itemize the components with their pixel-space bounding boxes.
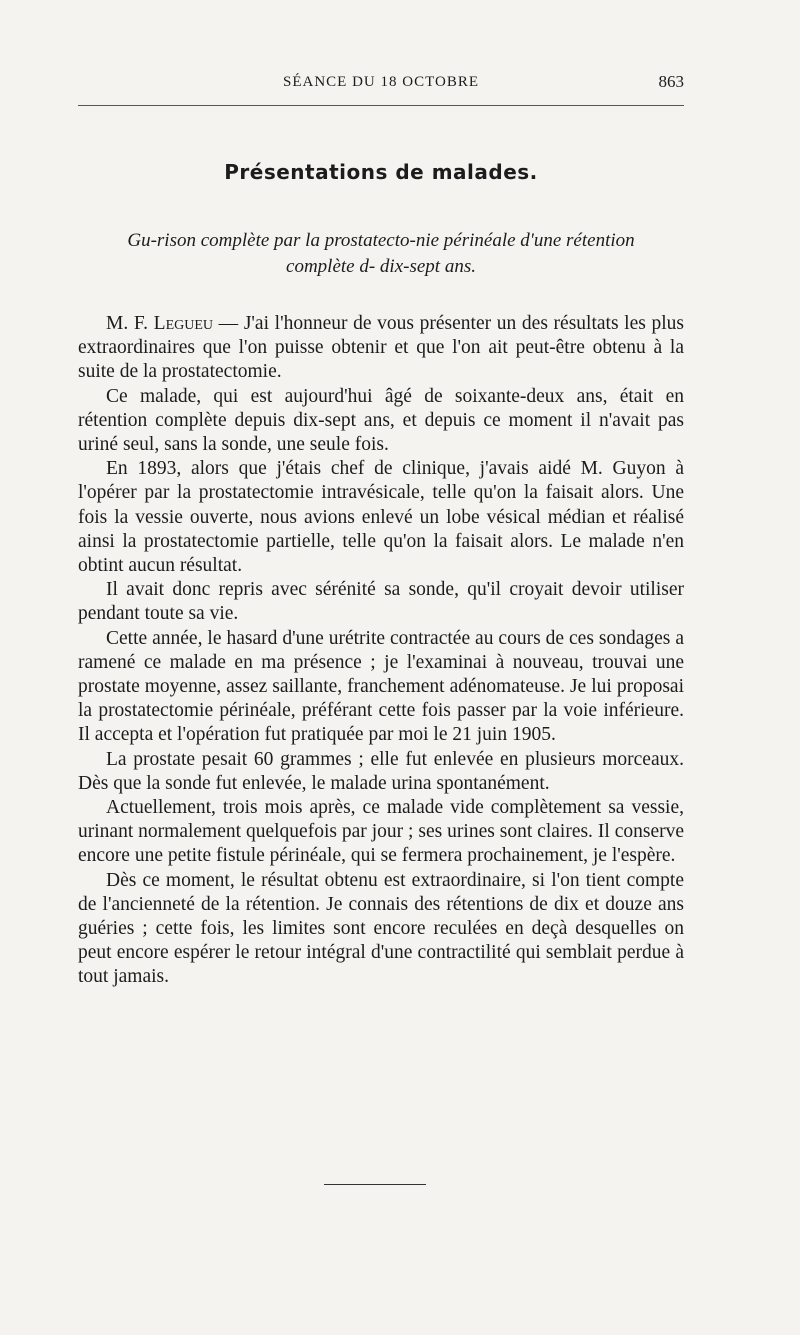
paragraph-3: En 1893, alors que j'étais chef de clinique, j'avais aidé M. Guyon à l'opérer par la prostatectomie intravésicale, telle qu'on la faisait alors. Une fois la vessie ouverte, nous avions enlevé un lobe vésical médian et réalisé ainsi la prostatectomie partielle, telle qu'on la faisait alors. Le malade n'en obtint aucun résultat. (78, 458, 684, 577)
header-rule (78, 105, 684, 106)
article-body (78, 312, 684, 990)
paragraph-8: Dès ce moment, le résultat obtenu est extraordinaire, si l'on tient compte de l'ancienneté de la rétention. Je connais des rétentions de dix et douze ans guéries ; cette fois, les limites sont encore reculées en deçà desquelles on peut encore espérer le retour intégral d'une contractilité qui semblait perdue à tout jamais. (78, 869, 684, 988)
paragraph-1-text: — J'ai l'honneur de vous présenter un des résultats les plus extraordinaires que l'on puisse obtenir et que l'on ait peut-être obtenu à la suite de la prostatectomie. (78, 313, 684, 383)
author-prefix: M. F. (106, 313, 154, 334)
subtitle-line-2: complète d‑ dix-sept ans. (286, 256, 476, 277)
article-subtitle (78, 228, 684, 280)
author-name: Legueu (153, 313, 214, 334)
paragraph-5: Cette année, le hasard d'une urétrite contractée au cours de ces sondages a ramené ce malade en ma présence ; je l'examinai à nouveau, trouvai une prostate moyenne, assez saillante, franchement adénomateuse. Je lui proposai la prostatectomie périnéale, préférant cette fois passer par la voie inférieure. Il accepta et l'opération fut pratiquée par moi le 21 juin 1905. (78, 627, 684, 746)
subtitle-line-1: Gu‑rison complète par la prostatecto‑nie périnéale d'une rétention (127, 230, 635, 251)
section-title: Présentations de malades. (224, 160, 538, 184)
paragraph-6: La prostate pesait 60 grammes ; elle fut enlevée en plusieurs morceaux. Dès que la sonde fut enlevée, le malade urina spontanément. (78, 748, 684, 794)
running-title: SÉANCE DU 18 OCTOBRE (283, 74, 479, 90)
paragraph-4: Il avait donc repris avec sérénité sa sonde, qu'il croyait devoir utiliser pendant toute sa vie. (78, 579, 684, 625)
running-head (78, 70, 684, 94)
paragraph-7: Actuellement, trois mois après, ce malade vide complètement sa vessie, urinant normalement quelquefois par jour ; ses urines sont claires. Il conserve encore une petite fistule périnéale, qui se fermera prochainement, je l'espère. (78, 797, 684, 867)
paragraph-1 (78, 312, 684, 385)
paragraph-2: Ce malade, qui est aujourd'hui âgé de soixante-deux ans, était en rétention complète depuis dix-sept ans, et depuis ce moment il n'avait pas uriné seul, sans la sonde, une seule fois. (78, 385, 684, 456)
page-number: 863 (658, 72, 684, 91)
end-rule (324, 1184, 426, 1185)
